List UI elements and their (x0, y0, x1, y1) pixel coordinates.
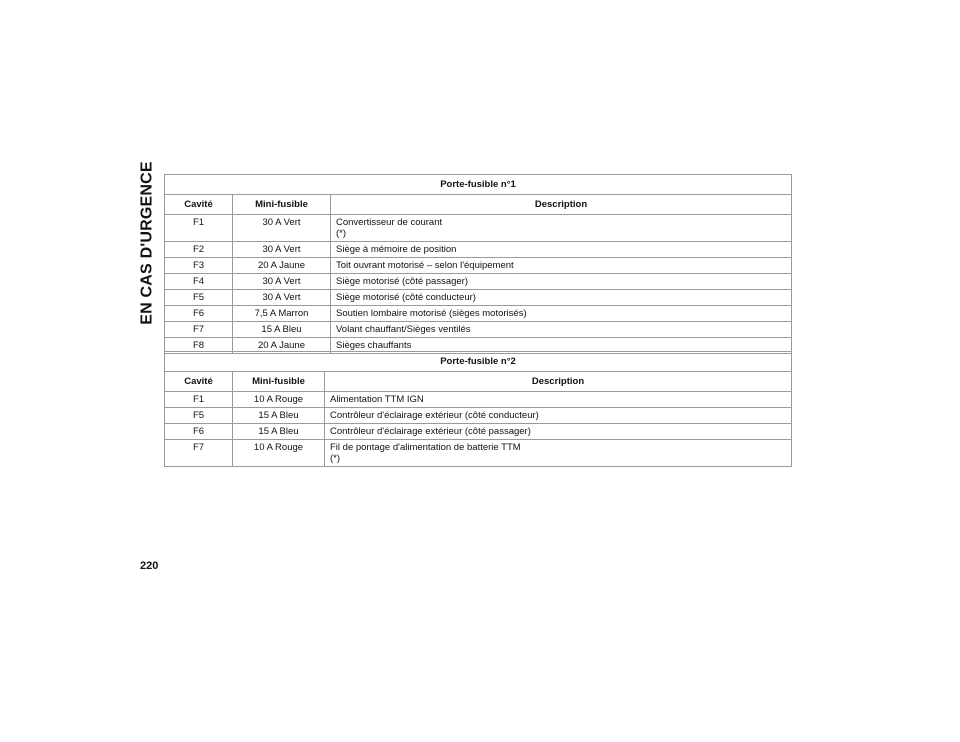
table-row (165, 322, 792, 338)
fuse-cell: 30 A Vert (233, 242, 331, 258)
table-row (165, 440, 792, 467)
table-row (165, 408, 792, 424)
cavity-cell: F6 (165, 306, 233, 322)
fuse-cell: 15 A Bleu (233, 408, 325, 424)
description-cell: Contrôleur d'éclairage extérieur (côté conducteur) (325, 408, 792, 424)
section-title-text: EN CAS D'URGENCE (139, 161, 156, 325)
description-cell (331, 215, 792, 242)
cavity-cell: F6 (165, 424, 233, 440)
section-title (138, 161, 158, 325)
cavity-cell: F1 (165, 215, 233, 242)
fuse-cell: 30 A Vert (233, 274, 331, 290)
col-header-cavity: Cavité (165, 372, 233, 392)
fuse-cell: 20 A Jaune (233, 258, 331, 274)
description-cell: Contrôleur d'éclairage extérieur (côté passager) (325, 424, 792, 440)
col-header-fuse: Mini-fusible (233, 195, 331, 215)
fuse-table-1 (164, 174, 792, 354)
col-header-description: Description (331, 195, 792, 215)
description-note: (*) (330, 453, 341, 464)
cavity-cell: F3 (165, 258, 233, 274)
page-number: 220 (140, 560, 159, 572)
table-row (165, 290, 792, 306)
table-row (165, 215, 792, 242)
description-text: Fil de pontage d'alimentation de batterie TTM (330, 442, 521, 453)
fuse-cell: 30 A Vert (233, 290, 331, 306)
description-text: Convertisseur de courant (336, 217, 443, 228)
description-cell: Toit ouvrant motorisé – selon l'équipement (331, 258, 792, 274)
col-header-fuse: Mini-fusible (233, 372, 325, 392)
table-row (165, 424, 792, 440)
cavity-cell: F8 (165, 338, 233, 354)
table-row (165, 274, 792, 290)
description-cell: Sièges chauffants (331, 338, 792, 354)
cavity-cell: F5 (165, 290, 233, 306)
fuse-table-2 (164, 351, 792, 467)
col-header-cavity: Cavité (165, 195, 233, 215)
table-title: Porte-fusible n°2 (165, 352, 792, 372)
fuse-cell: 10 A Rouge (233, 440, 325, 467)
cavity-cell: F1 (165, 392, 233, 408)
table-row (165, 306, 792, 322)
fuse-cell: 20 A Jaune (233, 338, 331, 354)
cavity-cell: F7 (165, 440, 233, 467)
description-cell: Soutien lombaire motorisé (sièges motorisés) (331, 306, 792, 322)
fuse-cell: 30 A Vert (233, 215, 331, 242)
table-row (165, 242, 792, 258)
fuse-cell: 7,5 A Marron (233, 306, 331, 322)
cavity-cell: F7 (165, 322, 233, 338)
description-cell: Volant chauffant/Sièges ventilés (331, 322, 792, 338)
cavity-cell: F2 (165, 242, 233, 258)
fuse-cell: 15 A Bleu (233, 322, 331, 338)
table-title: Porte-fusible n°1 (165, 175, 792, 195)
cavity-cell: F4 (165, 274, 233, 290)
col-header-description: Description (325, 372, 792, 392)
description-cell: Alimentation TTM IGN (325, 392, 792, 408)
description-cell (325, 440, 792, 467)
table-row (165, 258, 792, 274)
description-cell: Siège motorisé (côté conducteur) (331, 290, 792, 306)
description-cell: Siège à mémoire de position (331, 242, 792, 258)
cavity-cell: F5 (165, 408, 233, 424)
fuse-cell: 15 A Bleu (233, 424, 325, 440)
fuse-cell: 10 A Rouge (233, 392, 325, 408)
description-cell: Siège motorisé (côté passager) (331, 274, 792, 290)
table-row (165, 392, 792, 408)
description-note: (*) (336, 228, 347, 239)
